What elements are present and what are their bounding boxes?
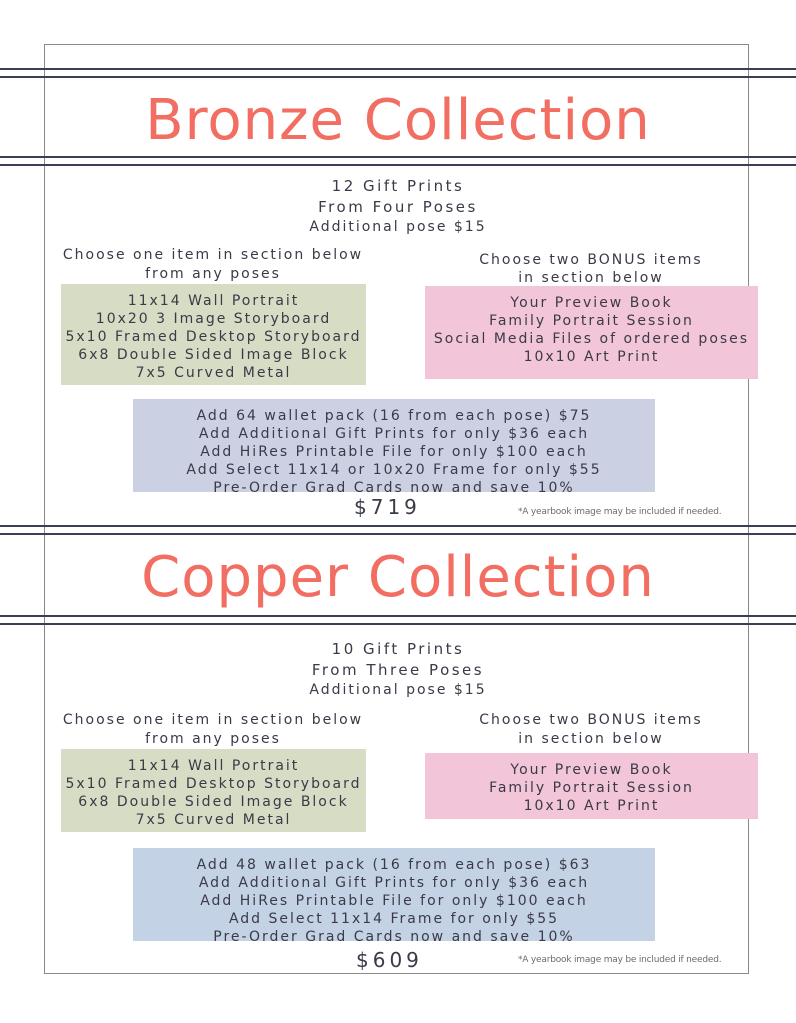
bronze-right-heading-sub: in section below bbox=[518, 270, 664, 286]
divider-rule bbox=[0, 525, 796, 527]
list-item: 6x8 Double Sided Image Block bbox=[78, 794, 349, 810]
divider-rule bbox=[0, 164, 796, 166]
copper-additional-pose: Additional pose $15 bbox=[309, 682, 487, 698]
list-item: Your Preview Book bbox=[510, 762, 673, 778]
bronze-poses: From Four Poses bbox=[318, 198, 478, 216]
divider-rule bbox=[0, 533, 796, 535]
list-item: 5x10 Framed Desktop Storyboard bbox=[65, 329, 362, 345]
copper-addons bbox=[133, 848, 655, 945]
list-item: Add Additional Gift Prints for only $36 each bbox=[198, 875, 590, 891]
yearbook-note: *A yearbook image may be included if needed. bbox=[518, 955, 722, 965]
bronze-item-choices bbox=[61, 284, 366, 385]
bronze-left-heading-sub: from any poses bbox=[145, 266, 281, 282]
yearbook-note: *A yearbook image may be included if needed. bbox=[518, 507, 722, 517]
copper-left-heading: Choose one item in section below bbox=[62, 712, 364, 728]
list-item: Pre-Order Grad Cards now and save 10% bbox=[213, 480, 575, 496]
bronze-addons bbox=[133, 399, 655, 496]
list-item: Add Select 11x14 Frame for only $55 bbox=[228, 911, 560, 927]
copper-gift-prints: 10 Gift Prints bbox=[331, 640, 465, 658]
divider-rule bbox=[0, 156, 796, 158]
list-item: 5x10 Framed Desktop Storyboard bbox=[65, 776, 362, 792]
divider-rule bbox=[0, 76, 796, 78]
list-item: Add 48 wallet pack (16 from each pose) $63 bbox=[196, 857, 592, 873]
list-item: 7x5 Curved Metal bbox=[135, 812, 292, 828]
divider-rule bbox=[0, 68, 796, 70]
copper-price: $609 bbox=[356, 948, 423, 972]
list-item: 10x10 Art Print bbox=[523, 798, 660, 814]
list-item: 10x10 Art Print bbox=[523, 349, 660, 365]
list-item: 11x14 Wall Portrait bbox=[127, 758, 300, 774]
bronze-collection-title: Bronze Collection bbox=[145, 88, 651, 153]
copper-collection-title: Copper Collection bbox=[141, 545, 655, 610]
divider-rule bbox=[0, 615, 796, 617]
list-item: 7x5 Curved Metal bbox=[135, 365, 292, 381]
bronze-gift-prints: 12 Gift Prints bbox=[331, 177, 465, 195]
divider-rule bbox=[0, 623, 796, 625]
list-item: Family Portrait Session bbox=[489, 313, 694, 329]
list-item: Add HiRes Printable File for only $100 each bbox=[200, 893, 588, 909]
list-item: Pre-Order Grad Cards now and save 10% bbox=[213, 929, 575, 945]
copper-item-choices bbox=[61, 749, 366, 832]
copper-poses: From Three Poses bbox=[311, 661, 485, 679]
copper-right-heading-sub: in section below bbox=[518, 731, 664, 747]
bronze-price: $719 bbox=[354, 495, 421, 519]
list-item: Your Preview Book bbox=[510, 295, 673, 311]
bronze-right-heading: Choose two BONUS items bbox=[479, 252, 703, 268]
list-item: Add Select 11x14 or 10x20 Frame for only $55 bbox=[186, 462, 602, 478]
copper-left-heading-sub: from any poses bbox=[145, 731, 281, 747]
list-item: 11x14 Wall Portrait bbox=[127, 293, 300, 309]
list-item: Add HiRes Printable File for only $100 each bbox=[200, 444, 588, 460]
list-item: 10x20 3 Image Storyboard bbox=[95, 311, 332, 327]
list-item: 6x8 Double Sided Image Block bbox=[78, 347, 349, 363]
bronze-left-heading: Choose one item in section below bbox=[62, 247, 364, 263]
list-item: Family Portrait Session bbox=[489, 780, 694, 796]
list-item: Add Additional Gift Prints for only $36 each bbox=[198, 426, 590, 442]
copper-right-heading: Choose two BONUS items bbox=[479, 712, 703, 728]
list-item: Social Media Files of ordered poses bbox=[433, 331, 750, 347]
bronze-additional-pose: Additional pose $15 bbox=[309, 219, 487, 235]
list-item: Add 64 wallet pack (16 from each pose) $75 bbox=[196, 408, 592, 424]
bronze-bonus-choices bbox=[425, 286, 758, 379]
copper-bonus-choices bbox=[425, 753, 758, 819]
